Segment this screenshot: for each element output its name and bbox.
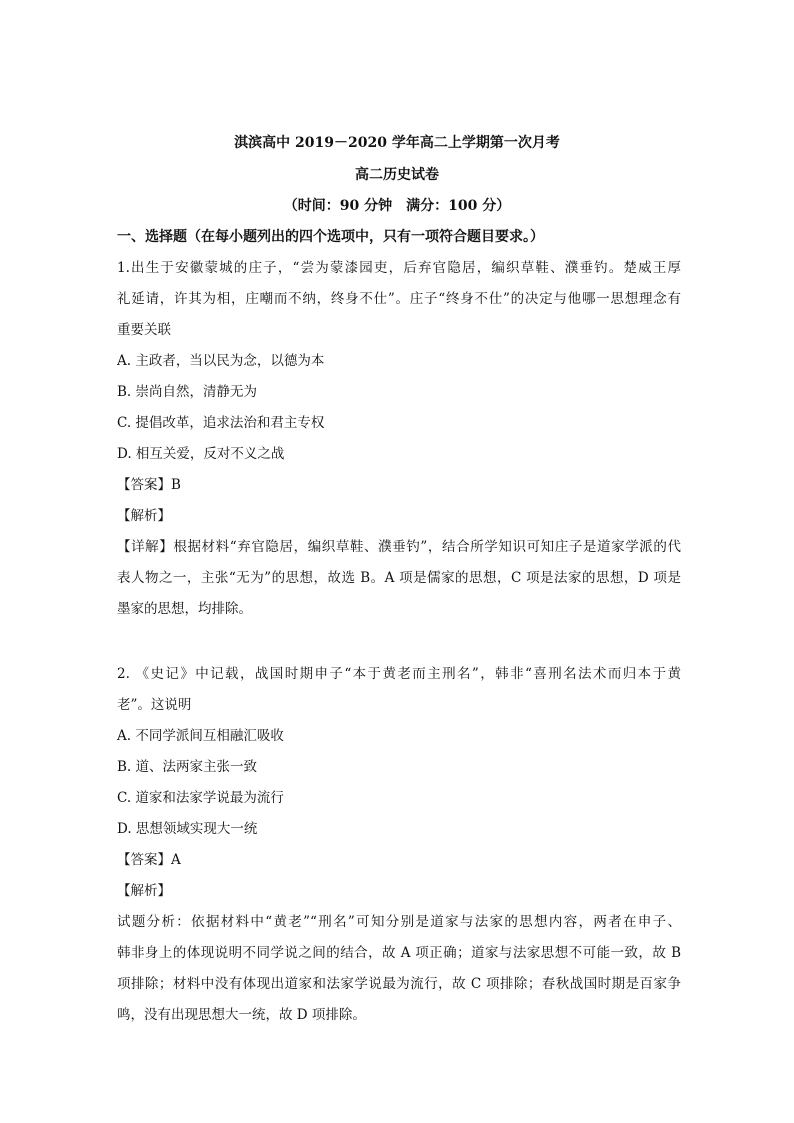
- question-1-answer: 【答案】B: [117, 477, 181, 493]
- question-1-option-b: B. 崇尚自然，清静无为: [117, 384, 258, 400]
- question-2-option-c: C. 道家和法家学说最为流行: [117, 790, 284, 806]
- question-2-option-d: D. 思想领域实现大一统: [117, 821, 258, 837]
- question-2-explanation-line-2: 韩非身上的体现说明不同学说之间的结合，故 A 项正确；道家与法家思想不可能一致，故 B: [117, 945, 681, 961]
- question-2-explanation-line-3: 项排除；材料中没有体现出道家和法家学说最为流行，故 C 项排除；春秋战国时期是百家争: [117, 976, 681, 992]
- question-2-stem-line-1: 2. 《史记》中记载，战国时期申子“本于黄老而主刑名”，韩非“喜刑名法术而归本于黄: [117, 666, 681, 682]
- question-1-stem-line-1: 1.出生于安徽蒙城的庄子，“尝为蒙漆园吏，后弃官隐居，编织草鞋、濮垂钓。楚威王厚: [117, 260, 681, 276]
- exam-info: （时间：90 分钟 满分：100 分）: [283, 198, 511, 214]
- question-2-option-a: A. 不同学派间互相融汇吸收: [117, 728, 284, 744]
- exam-subtitle: 高二历史试卷: [355, 167, 439, 183]
- question-2-answer: 【答案】A: [117, 852, 181, 868]
- question-1-stem-line-2: 礼延请，许其为相，庄嘲而不纳，终身不仕”。庄子“终身不仕”的决定与他哪一思想理念有: [117, 291, 681, 307]
- question-2: [117, 659, 681, 1031]
- section-heading: 一、选择题（在每小题列出的四个选项中，只有一项符合题目要求。）: [117, 229, 544, 245]
- question-2-explanation-line-4: 鸣，没有出现思想大一统，故 D 项排除。: [117, 1007, 366, 1023]
- question-1-explanation-line-1: 【详解】根据材料“弃官隐居，编织草鞋、濮垂钓”，结合所学知识可知庄子是道家学派的代: [117, 539, 681, 555]
- question-1: [117, 253, 681, 625]
- question-2-option-b: B. 道、法两家主张一致: [117, 759, 258, 775]
- question-1-explanation-line-2: 表人物之一，主张“无为”的思想，故选 B。A 项是儒家的思想，C 项是法家的思想，D 项是: [117, 570, 681, 586]
- question-2-analysis-label: 【解析】: [117, 883, 171, 899]
- question-1-analysis-label: 【解析】: [117, 508, 171, 524]
- question-1-stem-line-3: 重要关联: [117, 322, 171, 338]
- exam-title: 淇滨高中 2019－2020 学年高二上学期第一次月考: [234, 135, 560, 151]
- question-1-explanation-line-3: 墨家的思想，均排除。: [117, 601, 252, 617]
- question-2-explanation-line-1: 试题分析：依据材料中“黄老”“刑名”可知分别是道家与法家的思想内容，两者在申子、: [117, 914, 681, 930]
- question-1-option-a: A. 主政者，当以民为念，以德为本: [117, 353, 325, 369]
- question-1-option-d: D. 相互关爱，反对不义之战: [117, 446, 285, 462]
- question-1-option-c: C. 提倡改革，追求法治和君主专权: [117, 415, 325, 431]
- question-2-stem-line-2: 老”。这说明: [117, 697, 192, 713]
